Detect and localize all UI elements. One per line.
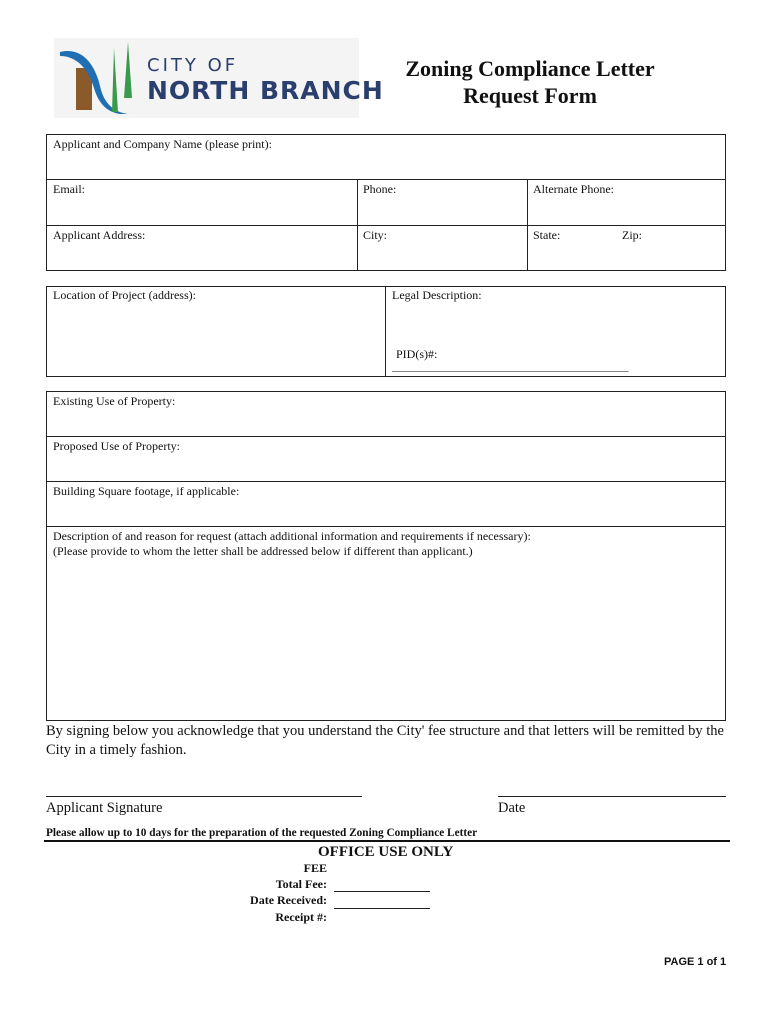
preparation-notice: Please allow up to 10 days for the preparation of the requested Zoning Compliance Letter (46, 827, 478, 839)
form-title-line1: Zoning Compliance Letter (405, 56, 655, 81)
zip-label: Zip: (622, 228, 642, 242)
alternate-phone-label: Alternate Phone: (533, 182, 614, 196)
date-received-line[interactable] (334, 908, 430, 909)
fee-label: FEE (303, 861, 327, 875)
project-location-label: Location of Project (address): (53, 288, 196, 302)
form-title (390, 55, 670, 109)
logo-text-line1: CITY OF (147, 55, 239, 76)
date-line[interactable] (498, 796, 726, 797)
date-label: Date (498, 800, 526, 816)
pid-label: PID(s)#: (396, 347, 438, 361)
logo-text-line2: NORTH BRANCH (147, 76, 384, 105)
page-number: PAGE 1 of 1 (664, 956, 727, 968)
email-label: Email: (53, 182, 85, 196)
email-field[interactable] (46, 179, 358, 226)
pid-blank-line: ___________________________________________ (392, 361, 629, 373)
section-divider (44, 840, 730, 842)
phone-label: Phone: (363, 182, 397, 196)
total-fee-label: Total Fee: (275, 877, 327, 891)
applicant-name-label: Applicant and Company Name (please print): (53, 137, 272, 151)
applicant-address-label: Applicant Address: (53, 228, 146, 242)
applicant-signature-line[interactable] (46, 796, 362, 797)
acknowledgement-text: By signing below you acknowledge that you understand the City' fee structure and that letters will be remitted by the City in a timely fashion. (46, 723, 724, 758)
total-fee-line[interactable] (334, 891, 430, 892)
office-use-heading: OFFICE USE ONLY (318, 844, 454, 860)
date-received-label: Date Received: (250, 893, 327, 907)
form-title-line2: Request Form (463, 83, 597, 108)
state-label: State: (533, 228, 561, 242)
existing-use-label: Existing Use of Property: (53, 394, 176, 408)
receipt-label: Receipt #: (275, 910, 327, 924)
request-description-line2: (Please provide to whom the letter shall be addressed below if different than applicant.) (53, 544, 473, 558)
legal-description-label: Legal Description: (392, 288, 482, 302)
square-footage-label: Building Square footage, if applicable: (53, 484, 240, 498)
proposed-use-label: Proposed Use of Property: (53, 439, 180, 453)
request-description-line1: Description of and reason for request (attach additional information and requirements if necessary): (53, 529, 531, 543)
city-label: City: (363, 228, 388, 242)
applicant-signature-label: Applicant Signature (46, 800, 163, 816)
